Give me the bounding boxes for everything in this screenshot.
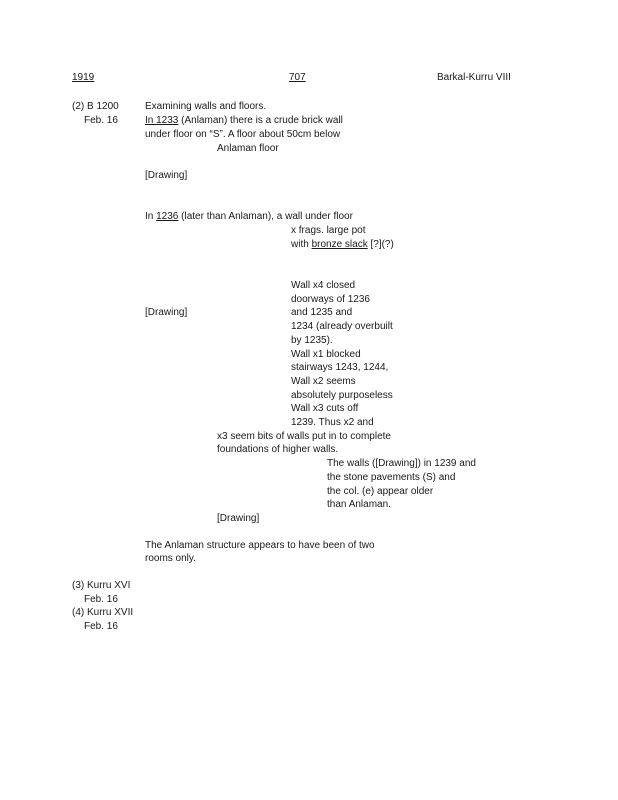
text-fragment: (later than Anlaman), a wall under floor xyxy=(178,211,353,222)
entry-date: Feb. 16 xyxy=(84,115,118,126)
text-line xyxy=(145,210,353,224)
text-line: doorways of 1236 xyxy=(291,294,370,305)
text-line: under floor on “S”. A floor about 50cm below xyxy=(145,129,341,140)
text-line: Wall x1 blocked xyxy=(291,349,361,360)
entry-ref: (2) B 1200 xyxy=(72,101,119,112)
entry-date: Feb. 16 xyxy=(84,594,118,605)
entry-ref: (4) Kurru XVII xyxy=(72,607,134,618)
text-line: than Anlaman. xyxy=(327,499,391,510)
text-line: the col. (e) appear older xyxy=(327,486,434,497)
entry-date: Feb. 16 xyxy=(84,621,118,632)
text-fragment: (Anlaman) there is a crude brick wall xyxy=(178,115,343,126)
text-line: Wall x2 seems xyxy=(291,376,356,387)
room-number: 1236 xyxy=(156,211,179,222)
text-fragment: with xyxy=(291,239,312,250)
text-line: The walls ([Drawing]) in 1239 and xyxy=(327,458,476,469)
text-line: absolutely purposeless xyxy=(291,390,393,401)
text-line: x frags. large pot xyxy=(291,225,366,236)
text-line: by 1235). xyxy=(291,335,333,346)
text-line: Wall x4 closed xyxy=(291,280,356,291)
text-line: Anlaman floor xyxy=(217,143,279,154)
text-fragment: In xyxy=(145,211,157,222)
room-number: In 1233 xyxy=(145,115,179,126)
site-heading: Barkal-Kurru VIII xyxy=(437,72,511,83)
text-line: foundations of higher walls. xyxy=(217,444,339,455)
text-line xyxy=(145,114,343,128)
text-line: stairways 1243, 1244, xyxy=(291,362,389,373)
drawing-placeholder: [Drawing] xyxy=(145,170,188,181)
text-line: 1239. Thus x2 and xyxy=(291,417,374,428)
underlined-term: bronze slack xyxy=(311,239,368,250)
text-line: rooms only. xyxy=(145,553,196,564)
text-line: Examining walls and floors. xyxy=(145,101,267,112)
text-line: the stone pavements (S) and xyxy=(327,472,456,483)
drawing-placeholder: [Drawing] xyxy=(145,307,188,318)
text-line xyxy=(291,238,394,252)
text-line: The Anlaman structure appears to have been of two xyxy=(145,540,375,551)
text-line: 1234 (already overbuilt xyxy=(291,321,393,332)
year-heading: 1919 xyxy=(72,72,95,83)
text-line: Wall x3 cuts off xyxy=(291,403,359,414)
entry-ref: (3) Kurru XVI xyxy=(72,580,131,591)
text-line: and 1235 and xyxy=(291,307,353,318)
text-line: x3 seem bits of walls put in to complete xyxy=(217,431,391,442)
page-number: 707 xyxy=(289,72,306,83)
text-fragment: [?](?) xyxy=(367,239,394,250)
drawing-placeholder: [Drawing] xyxy=(217,513,260,524)
